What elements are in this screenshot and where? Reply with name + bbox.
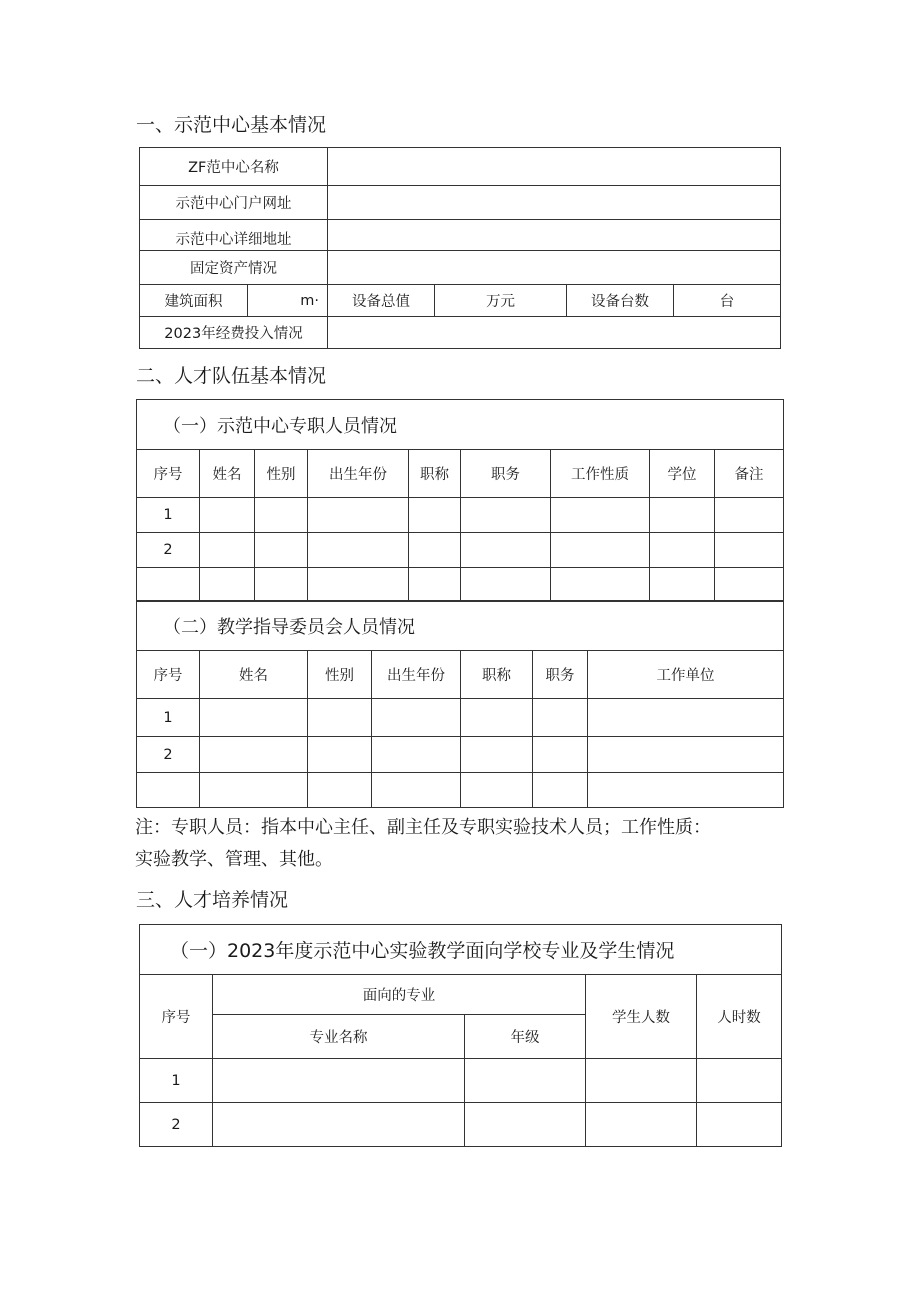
table-cell[interactable] (255, 568, 308, 602)
table-cell[interactable] (200, 498, 255, 533)
table-cell[interactable] (551, 568, 650, 602)
row-number: 2 (140, 1103, 213, 1147)
table-cell[interactable] (461, 498, 551, 533)
staff-header-position: 职务 (461, 450, 551, 498)
table-row (137, 773, 784, 808)
staff-header-remarks: 备注 (715, 450, 784, 498)
table-cell[interactable] (213, 1059, 465, 1103)
equipment-count-unit[interactable]: 台 (674, 285, 781, 317)
table-cell[interactable] (308, 498, 409, 533)
table-cell[interactable] (586, 1059, 697, 1103)
table-cell[interactable] (461, 568, 551, 602)
table-cell[interactable] (200, 737, 308, 773)
row-number: 1 (140, 1059, 213, 1103)
table-cell[interactable] (588, 699, 784, 737)
table-cell[interactable] (650, 533, 715, 568)
table-cell[interactable] (255, 498, 308, 533)
portal-url-field[interactable] (328, 186, 781, 220)
table-cell[interactable] (409, 568, 461, 602)
table-cell[interactable] (200, 533, 255, 568)
training-header-major-group: 面向的专业 (213, 975, 586, 1015)
committee-header-title: 职称 (461, 651, 533, 699)
row-number: 2 (137, 533, 200, 568)
table-cell[interactable] (715, 533, 784, 568)
table-cell[interactable] (200, 568, 255, 602)
building-area-unit[interactable]: m· (248, 285, 328, 317)
funding-label: 2023年经费投入情况 (140, 317, 328, 349)
table-cell[interactable] (213, 1103, 465, 1147)
table-cell[interactable] (409, 533, 461, 568)
table-row (140, 1103, 782, 1147)
fixed-assets-label: 固定资产情况 (140, 251, 328, 285)
committee-header-gender: 性别 (308, 651, 372, 699)
table-cell[interactable] (308, 773, 372, 808)
training-table-title: （一）2023年度示范中心实验教学面向学校专业及学生情况 (140, 925, 782, 975)
staff-header-degree: 学位 (650, 450, 715, 498)
staff-header-work-nature: 工作性质 (551, 450, 650, 498)
address-label: 示范中心详细地址 (140, 220, 328, 251)
row-number: 1 (137, 498, 200, 533)
staff-header-name: 姓名 (200, 450, 255, 498)
training-header-seq: 序号 (140, 975, 213, 1059)
table-cell[interactable] (308, 737, 372, 773)
table-cell[interactable] (586, 1103, 697, 1147)
table-cell[interactable] (697, 1103, 782, 1147)
staff-header-title: 职称 (409, 450, 461, 498)
staff-header-gender: 性别 (255, 450, 308, 498)
committee-table (136, 600, 784, 808)
committee-table-title: （二）教学指导委员会人员情况 (137, 601, 784, 651)
table-cell[interactable] (308, 533, 409, 568)
table-cell[interactable] (465, 1059, 586, 1103)
table-cell[interactable] (650, 568, 715, 602)
table-cell[interactable] (650, 498, 715, 533)
training-header-students: 学生人数 (586, 975, 697, 1059)
table-cell[interactable] (372, 773, 461, 808)
table-cell[interactable] (461, 533, 551, 568)
center-name-field[interactable] (328, 148, 781, 186)
table-cell[interactable] (533, 773, 588, 808)
table-cell[interactable] (465, 1103, 586, 1147)
committee-header-seq: 序号 (137, 651, 200, 699)
row-number (137, 773, 200, 808)
table-cell[interactable] (200, 699, 308, 737)
staff-table (136, 399, 784, 602)
table-cell[interactable] (533, 737, 588, 773)
table-row (137, 498, 784, 533)
table-cell[interactable] (697, 1059, 782, 1103)
note-line-2: 实验教学、管理、其他。 (135, 849, 333, 870)
table-cell[interactable] (551, 533, 650, 568)
equipment-value-label: 设备总值 (328, 285, 435, 317)
table-row (137, 699, 784, 737)
table-cell[interactable] (715, 568, 784, 602)
table-row (137, 568, 784, 602)
table-cell[interactable] (551, 498, 650, 533)
staff-table-title: （一）示范中心专职人员情况 (137, 400, 784, 450)
committee-header-position: 职务 (533, 651, 588, 699)
table-cell[interactable] (308, 568, 409, 602)
basic-info-table (139, 147, 781, 349)
building-area-label: 建筑面积 (140, 285, 248, 317)
staff-header-seq: 序号 (137, 450, 200, 498)
fixed-assets-field[interactable] (328, 251, 781, 285)
note-line-1: 注：专职人员：指本中心主任、副主任及专职实验技术人员；工作性质： (135, 817, 711, 838)
equipment-value-unit[interactable]: 万元 (435, 285, 567, 317)
row-number: 2 (137, 737, 200, 773)
training-header-hours: 人时数 (697, 975, 782, 1059)
table-cell[interactable] (372, 699, 461, 737)
committee-header-workplace: 工作单位 (588, 651, 784, 699)
table-cell[interactable] (533, 699, 588, 737)
table-row (140, 1059, 782, 1103)
funding-field[interactable] (328, 317, 781, 349)
portal-url-label: 示范中心门户网址 (140, 186, 328, 220)
center-name-label: ZF范中心名称 (140, 148, 328, 186)
training-header-grade: 年级 (465, 1015, 586, 1059)
training-header-major-name: 专业名称 (213, 1015, 465, 1059)
section3-heading: 三、人才培养情况 (136, 889, 289, 911)
table-cell[interactable] (461, 773, 533, 808)
row-number: 1 (137, 699, 200, 737)
table-cell[interactable] (200, 773, 308, 808)
equipment-count-label: 设备台数 (567, 285, 674, 317)
training-table (139, 924, 782, 1147)
table-cell[interactable] (461, 737, 533, 773)
table-cell[interactable] (715, 498, 784, 533)
table-cell[interactable] (372, 737, 461, 773)
table-cell[interactable] (255, 533, 308, 568)
table-cell[interactable] (409, 498, 461, 533)
committee-header-birth-year: 出生年份 (372, 651, 461, 699)
staff-header-birth-year: 出生年份 (308, 450, 409, 498)
table-cell[interactable] (588, 773, 784, 808)
row-number (137, 568, 200, 602)
table-cell[interactable] (308, 699, 372, 737)
table-cell[interactable] (588, 737, 784, 773)
address-field[interactable] (328, 220, 781, 251)
table-cell[interactable] (461, 699, 533, 737)
section2-heading: 二、人才队伍基本情况 (136, 365, 327, 387)
committee-header-name: 姓名 (200, 651, 308, 699)
table-row (137, 737, 784, 773)
note (135, 812, 785, 876)
table-row (137, 533, 784, 568)
section1-heading: 一、示范中心基本情况 (136, 114, 327, 136)
